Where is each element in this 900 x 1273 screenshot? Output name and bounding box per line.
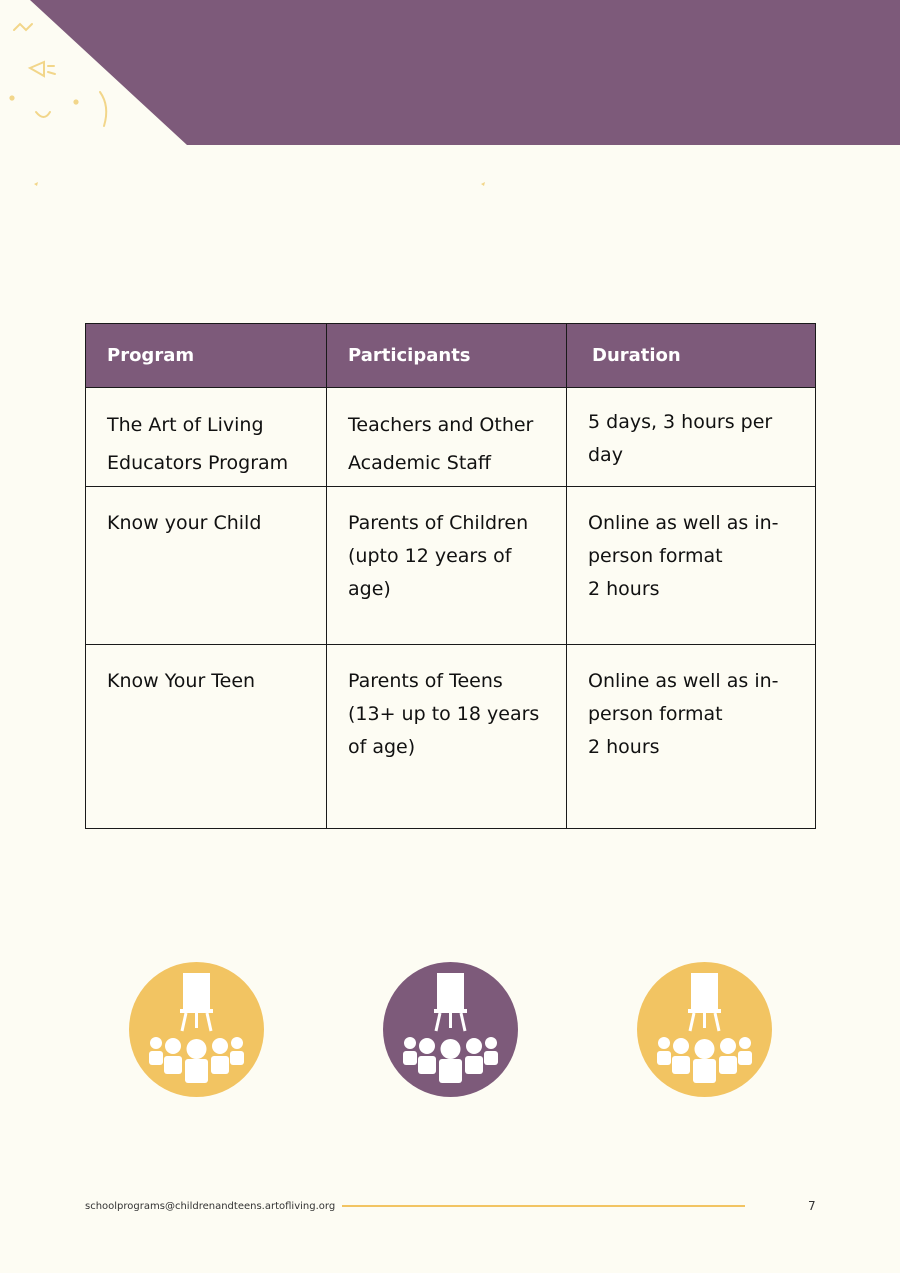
footer-divider [342, 1205, 745, 1207]
header-participants: Participants [327, 324, 567, 388]
header-duration: Duration [567, 324, 816, 388]
page-number: 7 [808, 1199, 816, 1213]
program-cell: The Art of Living Educators Program [107, 414, 289, 474]
table-header-row [86, 324, 816, 388]
programs-table [85, 323, 816, 829]
duration-cell: Online as well as in- person format 2 hours [588, 670, 779, 758]
footer-email[interactable]: schoolprograms@childrenandteens.artofliving.org [85, 1201, 336, 1212]
duration-cell: 5 days, 3 hours per day [588, 411, 773, 466]
classroom-icon [129, 962, 264, 1097]
participants-cell: Parents of Teens (13+ up to 18 years of age) [348, 670, 540, 758]
doodle-decoration-icon [0, 0, 140, 140]
table-row [86, 388, 816, 487]
classroom-icon [637, 962, 772, 1097]
table-row [86, 487, 816, 645]
header-program: Program [86, 324, 327, 388]
program-cell: Know your Child [107, 512, 262, 534]
participants-cell: Parents of Children (upto 12 years of age) [348, 512, 529, 600]
decor-dot-icon [480, 181, 486, 187]
table-row [86, 645, 816, 829]
duration-cell: Online as well as in- person format 2 hours [588, 512, 779, 600]
participants-cell: Teachers and Other Academic Staff [348, 414, 534, 474]
decor-dot-icon [33, 181, 39, 187]
program-cell: Know Your Teen [107, 670, 256, 692]
classroom-icon [383, 962, 518, 1097]
